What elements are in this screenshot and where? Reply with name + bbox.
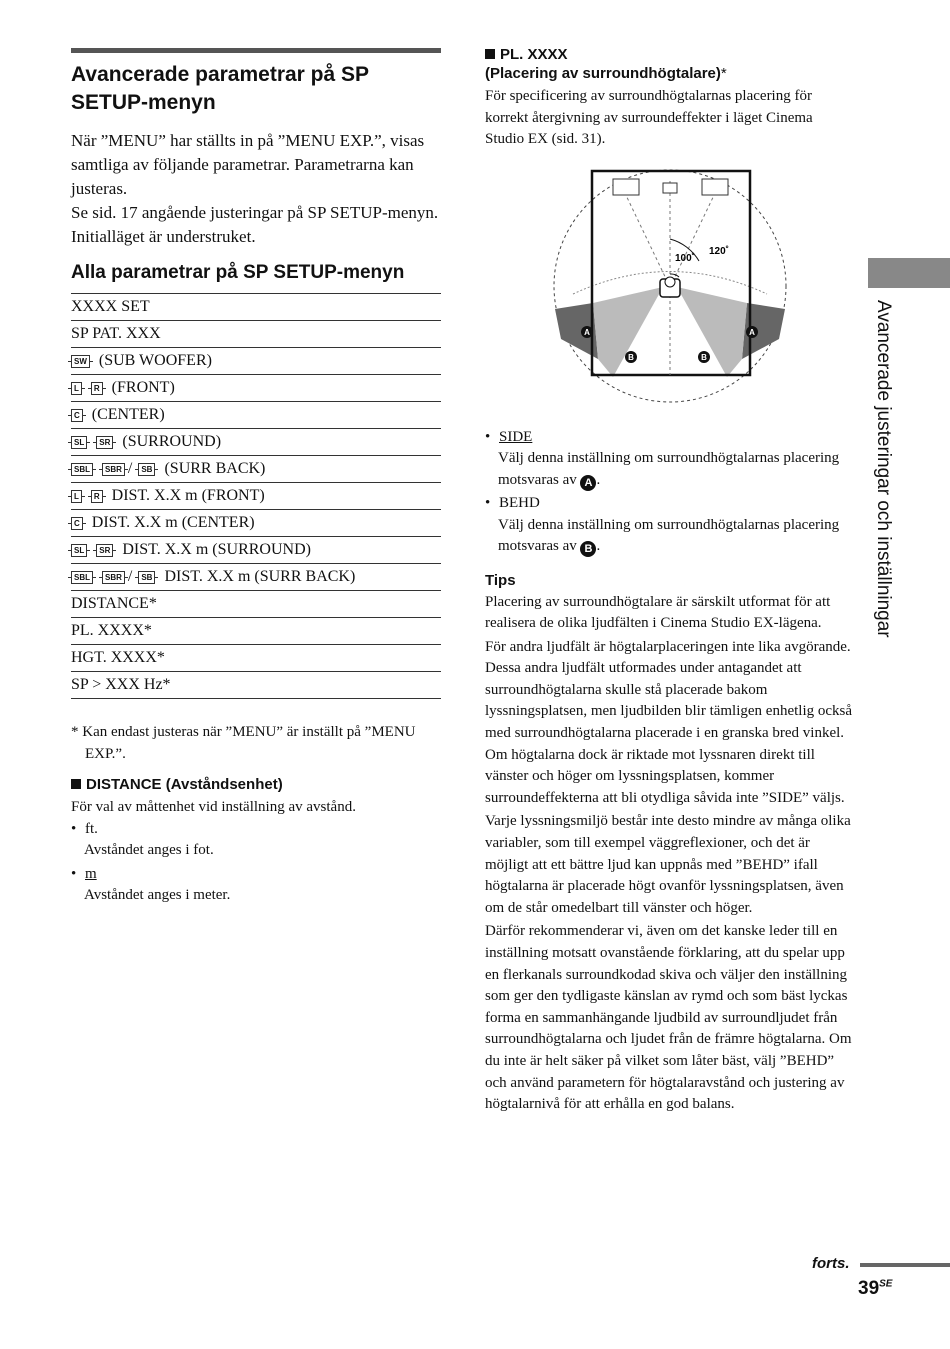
table-row [71, 483, 441, 510]
table-row [71, 510, 441, 537]
square-bullet-icon [485, 49, 495, 59]
right-column [485, 45, 855, 1118]
table-row [71, 294, 441, 321]
intro-paragraph: När ”MENU” har ställts in på ”MENU EXP.”, visas samtliga av följande parametrar. Parametrarna kan justeras. [71, 131, 425, 198]
tips-heading: Tips [485, 571, 516, 589]
pl-heading: PL. XXXX [485, 45, 855, 65]
continued-rule [860, 1263, 950, 1267]
pl-description: För specificering av surroundhögtalarnas placering för korrekt återgivning av surroundeffekter i läget Cinema Studio EX (sid. 31). [485, 88, 813, 147]
speaker-sw-icon: SW [71, 355, 90, 368]
svg-text:A: A [584, 327, 590, 337]
row-text: DISTANCE* [71, 591, 441, 618]
slash: / [127, 460, 133, 477]
tips-paragraph: För andra ljudfält är högtalarplaceringen inte lika avgörande. Dessa andra ljudfält utformades under antagandet att surroundhögtalarna skulle stå placerade bakom lyssningsplatsen, men ljudbilden blir tämligen enhetlig också med surroundhögtalarna placerade i en granska bred vinkel. Om högtalarna dock är riktade mot lyssnaren direkt till vänster och höger om lyssningsplatsen, kommer surroundeffekterna att bli otydliga såvida inte ”SIDE” väljs. [485, 638, 853, 806]
page-number: $39^{SE}$ [858, 1278, 893, 1299]
speaker-sbr-icon: SBR [102, 571, 125, 584]
section-rule [71, 48, 441, 53]
front-right-speaker-icon [702, 179, 728, 195]
angle-120-label: 120˚ [709, 245, 730, 257]
speaker-sl-icon: SL [71, 436, 87, 449]
table-row [71, 591, 441, 618]
row-text: DIST. X.X m (SURR BACK) [164, 568, 356, 585]
behd-description: Välj denna inställning om surroundhögtalarnas placering motsvaras av B . [498, 516, 840, 555]
speaker-l-icon: L [71, 382, 82, 395]
table-row [71, 429, 441, 456]
chapter-tab [868, 258, 950, 288]
page-title: Avancerade parametrar på SP SETUP-menyn [71, 63, 369, 114]
side-description: Välj denna inställning om surroundhögtalarnas placering motsvaras av A . [498, 450, 840, 489]
table-row [71, 564, 441, 591]
speaker-sl-icon: SL [71, 544, 87, 557]
option-description: Avståndet anges i meter. [84, 887, 231, 903]
option-side: • SIDE [485, 428, 533, 445]
front-left-speaker-icon [613, 179, 639, 195]
parameter-table [71, 293, 441, 699]
speaker-sbr-icon: SBR [102, 463, 125, 476]
speaker-c-icon: C [71, 409, 83, 422]
speaker-sbl-icon: SBL [71, 571, 93, 584]
speaker-sr-icon: SR [96, 436, 113, 449]
speaker-sb-icon: SB [138, 463, 155, 476]
table-row [71, 402, 441, 429]
center-speaker-icon [663, 183, 677, 193]
row-text: (SUB WOOFER) [98, 352, 212, 369]
row-text: (SURR BACK) [164, 460, 266, 477]
distance-heading: DISTANCE (Avståndsenhet) [71, 775, 441, 795]
distance-description: För val av måttenhet vid inställning av avstånd. [71, 799, 356, 815]
speaker-l-icon: L [71, 490, 82, 503]
svg-text:A: A [749, 327, 755, 337]
zone-a-badge: A [580, 475, 596, 491]
speaker-sr-icon: SR [96, 544, 113, 557]
row-text: (CENTER) [91, 406, 165, 423]
row-text: (FRONT) [111, 379, 175, 396]
table-title: Alla parametrar på SP SETUP-menyn [71, 262, 405, 283]
row-text: HGT. XXXX* [71, 645, 441, 672]
continued-label: forts. [812, 1255, 850, 1272]
row-text: PL. XXXX* [71, 618, 441, 645]
table-row [71, 645, 441, 672]
intro-paragraph: Se sid. 17 angående justeringar på SP SETUP-menyn. Initialläget är understruket. [71, 203, 439, 246]
table-row [71, 456, 441, 483]
speaker-sbl-icon: SBL [71, 463, 93, 476]
left-column [71, 48, 441, 909]
pl-subheading: (Placering av surroundhögtalare)* [485, 65, 727, 82]
row-text: DIST. X.X m (SURROUND) [122, 541, 311, 558]
intro [71, 129, 441, 249]
svg-text:B: B [701, 352, 707, 362]
option-ft: • ft. [71, 820, 98, 837]
option-behd: • BEHD [485, 495, 540, 511]
speaker-r-icon: R [91, 382, 103, 395]
table-row [71, 672, 441, 699]
table-row [71, 618, 441, 645]
tips-paragraph: Placering av surroundhögtalare är särskilt utformat för att realisera de olika ljudfälten i Cinema Studio EX-lägena. [485, 593, 831, 632]
table-row [71, 348, 441, 375]
row-text: XXXX SET [71, 294, 441, 321]
speaker-placement-diagram [553, 169, 789, 417]
zone-b-left [593, 287, 663, 377]
table-row [71, 537, 441, 564]
speaker-r-icon: R [91, 490, 103, 503]
chapter-label: Avancerade justeringar och inställningar [873, 300, 894, 638]
option-m: • m [71, 865, 97, 882]
tips-paragraph: Varje lyssningsmiljö består inte desto mindre av många olika variabler, som till exempel väggreflexioner, och det är möjligt att ett bättre ljud kan uppnås med ”BEHD” ifall högtalarna är placerade högt ovanför lyssningsplatsen, även om de står omedelbart till vänster och höger. [485, 813, 851, 916]
zone-b-badge: B [580, 541, 596, 557]
table-row [71, 375, 441, 402]
table-row [71, 321, 441, 348]
tips [485, 592, 855, 1116]
speaker-c-icon: C [71, 517, 83, 530]
option-description: Avståndet anges i fot. [84, 842, 214, 858]
row-text: SP > XXX Hz* [71, 672, 441, 699]
tips-paragraph: Därför rekommenderar vi, även om det kanske leder till en inställning motsatt ovanstående förklaring, att du spelar upp en flerkanals surroundkodad skiva och väljer den inställning som ger den tydligaste känslan av rymd och som bäst lyckas forma en sammanhängande ljudbild av surroundljudet från surroundhögtalarna och ljudet från de främre högtalarna. Om du inte är helt säker på vilket som låter bäst, välj ”BEHD” och använd parametern för högtalaravstånd och justering av högtalarnivå för att erhålla en god balans. [485, 923, 852, 1113]
row-text: DIST. X.X m (CENTER) [91, 514, 255, 531]
square-bullet-icon [71, 779, 81, 789]
row-text: DIST. X.X m (FRONT) [111, 487, 265, 504]
angle-100-label: 100˚ [675, 252, 696, 264]
row-text: SP PAT. XXX [71, 321, 441, 348]
footnote: * Kan endast justeras när ”MENU” är inställt på ”MENU EXP.”. [71, 724, 416, 762]
svg-text:B: B [628, 352, 634, 362]
zone-b-right [677, 287, 747, 377]
row-text: (SURROUND) [122, 433, 222, 450]
slash: / [127, 568, 133, 585]
speaker-sb-icon: SB [138, 571, 155, 584]
